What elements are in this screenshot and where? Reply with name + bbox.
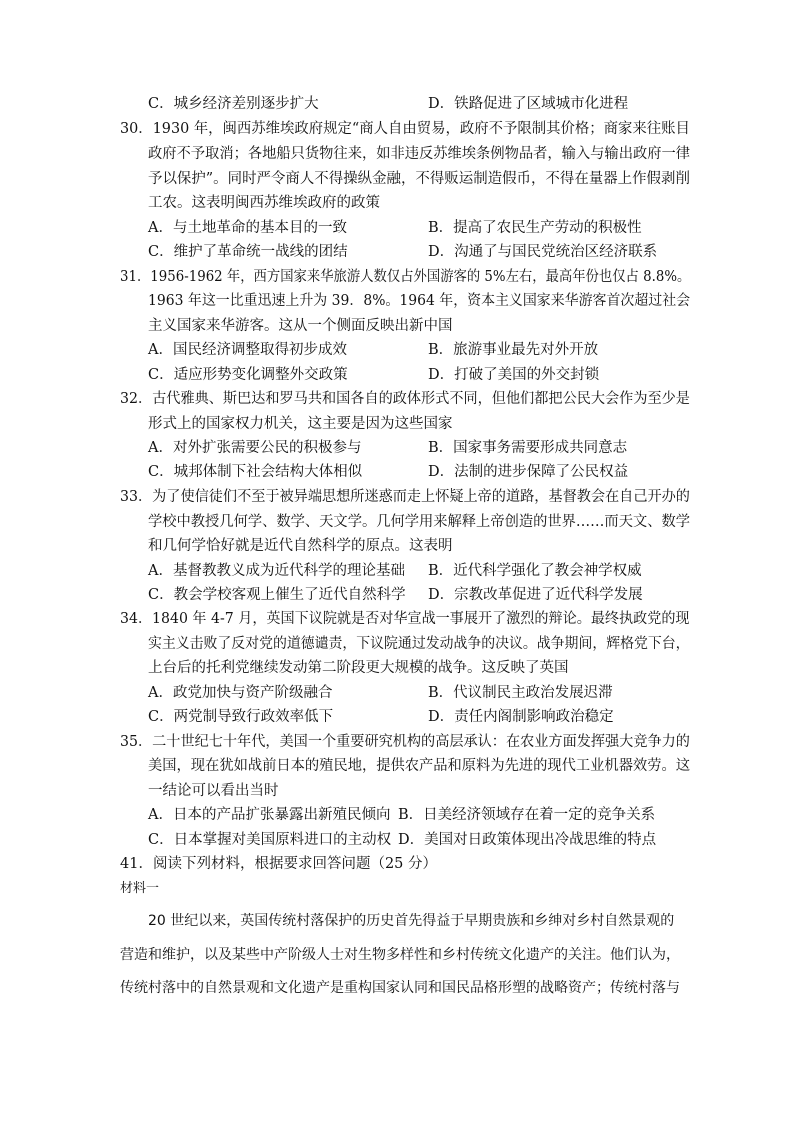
q33-option-d: D．宗教改革促进了近代科学发展 xyxy=(428,587,643,603)
q30-option-b: B．提高了农民生产劳动的积极性 xyxy=(428,220,642,236)
q31-option-b: B．旅游事业最先对外开放 xyxy=(428,342,599,358)
q30-stem-line: 予以保护”。同时严令商人不得操纵金融，不得贩运制造假币，不得在量器上作假剥削 xyxy=(148,171,690,187)
q31-option-c: C．适应形势变化调整外交政策 xyxy=(148,367,348,383)
material-one-title: 材料一 xyxy=(120,881,160,896)
q30-option-d: D．沟通了与国民党统治区经济联系 xyxy=(428,244,658,260)
q31-stem-line: 31．1956-1962 年，西方国家来华旅游人数仅占外国游客的 5%左右，最高年份也仅占 8.8%。 xyxy=(120,269,691,285)
q35-option-a: A．日本的产品扩张暴露出新殖民倾向 xyxy=(148,807,391,823)
q29-option-c: C．城乡经济差别逐步扩大 xyxy=(148,96,319,112)
q30-option-c: C．维护了革命统一战线的团结 xyxy=(148,244,348,260)
q33-option-c: C．教会学校客观上催生了近代自然科学 xyxy=(148,587,406,603)
material-one-line: 传统村落中的自然景观和文化遗产是重构国家认同和国民品格形塑的战略资产；传统村落与 xyxy=(120,980,680,996)
material-one-line: 20 世纪以来，英国传统村落保护的历史首先得益于早期贵族和乡绅对乡村自然景观的 xyxy=(148,913,675,929)
q29-option-d: D．铁路促进了区域城市化进程 xyxy=(428,96,629,112)
q34-stem-line: 上台后的托利党继续发动第二阶段更大规模的战争。这反映了英国 xyxy=(148,660,569,676)
q35-stem-line: 35．二十世纪七十年代，美国一个重要研究机构的高层承认：在农业方面发挥强大竞争力的 xyxy=(120,734,690,750)
q35-option-b: B．日美经济领域存在着一定的竞争关系 xyxy=(398,807,656,823)
q41-heading: 41．阅读下列材料，根据要求回答问题（25 分） xyxy=(120,856,438,872)
q34-option-a: A．政党加快与资产阶级融合 xyxy=(148,685,333,701)
q34-option-b: B．代议制民主政治发展迟滞 xyxy=(428,685,613,701)
q33-option-a: A．基督教教义成为近代科学的理论基础 xyxy=(148,563,405,579)
q33-stem-line: 33．为了使信徒们不至于被异端思想所迷惑而走上怀疑上帝的道路，基督教会在自己开办的 xyxy=(120,489,690,505)
q34-stem-line: 34．1840 年 4-7 月，英国下议院就是否对华宣战一事展开了激烈的辩论。最终执政党的现 xyxy=(120,611,690,627)
q32-option-d: D．法制的进步保障了公民权益 xyxy=(428,464,629,480)
q32-option-a: A．对外扩张需要公民的积极参与 xyxy=(148,440,362,456)
q31-stem-line: 主义国家来华游客。这从一个侧面反映出新中国 xyxy=(148,318,453,334)
q33-stem-line: 和几何学恰好就是近代自然科学的原点。这表明 xyxy=(148,538,453,554)
q30-option-a: A．与土地革命的基本目的一致 xyxy=(148,220,347,236)
q33-stem-line: 学校中教授几何学、数学、天文学。几何学用来解释上帝创造的世界……而天文、数学 xyxy=(148,514,691,530)
q32-stem-line: 形式上的国家权力机关，这主要是因为这些国家 xyxy=(148,416,453,432)
q31-option-d: D．打破了美国的外交封锁 xyxy=(428,367,600,383)
q35-stem-line: 一结论可以看出当时 xyxy=(148,783,279,799)
q35-option-c: C．日本掌握对美国原料进口的主动权 xyxy=(148,832,392,848)
q32-option-b: B．国家事务需要形成共同意志 xyxy=(428,440,628,456)
q34-option-c: C．两党制导致行政效率低下 xyxy=(148,709,334,725)
q30-stem-line: 政府不予取消；各地船只货物往来，如非违反苏维埃条例物品者，输入与输出政府一律 xyxy=(148,146,691,162)
q35-option-d: D．美国对日政策体现出冷战思维的特点 xyxy=(398,832,657,848)
q35-stem-line: 美国，现在犹如战前日本的殖民地，提供农产品和原料为先进的现代工业机器效劳。这 xyxy=(148,758,691,774)
q33-option-b: B．近代科学强化了教会神学权威 xyxy=(428,563,642,579)
material-one-line: 营造和维护，以及某些中产阶级人士对生物多样性和乡村传统文化遗产的关注。他们认为， xyxy=(120,947,680,963)
q32-option-c: C．城邦体制下社会结构大体相似 xyxy=(148,464,363,480)
q32-stem-line: 32．古代雅典、斯巴达和罗马共和国各自的政体形式不同，但他们都把公民大会作为至少是 xyxy=(120,391,690,407)
q34-option-d: D．责任内阁制影响政治稳定 xyxy=(428,709,614,725)
q31-stem-line: 1963 年这一比重迅速上升为 39．8%。1964 年，资本主义国家来华游客首次超过社会 xyxy=(148,293,691,309)
q34-stem-line: 实主义击败了反对党的道德谴责，下议院通过发动战争的决议。战争期间，辉格党下台， xyxy=(148,636,690,652)
q30-stem-line: 工农。这表明闽西苏维埃政府的政策 xyxy=(148,195,380,211)
q30-stem-line: 30．1930 年，闽西苏维埃政府规定“商人自由贸易，政府不予限制其价格；商家来往账目 xyxy=(120,121,690,137)
q31-option-a: A．国民经济调整取得初步成效 xyxy=(148,342,347,358)
